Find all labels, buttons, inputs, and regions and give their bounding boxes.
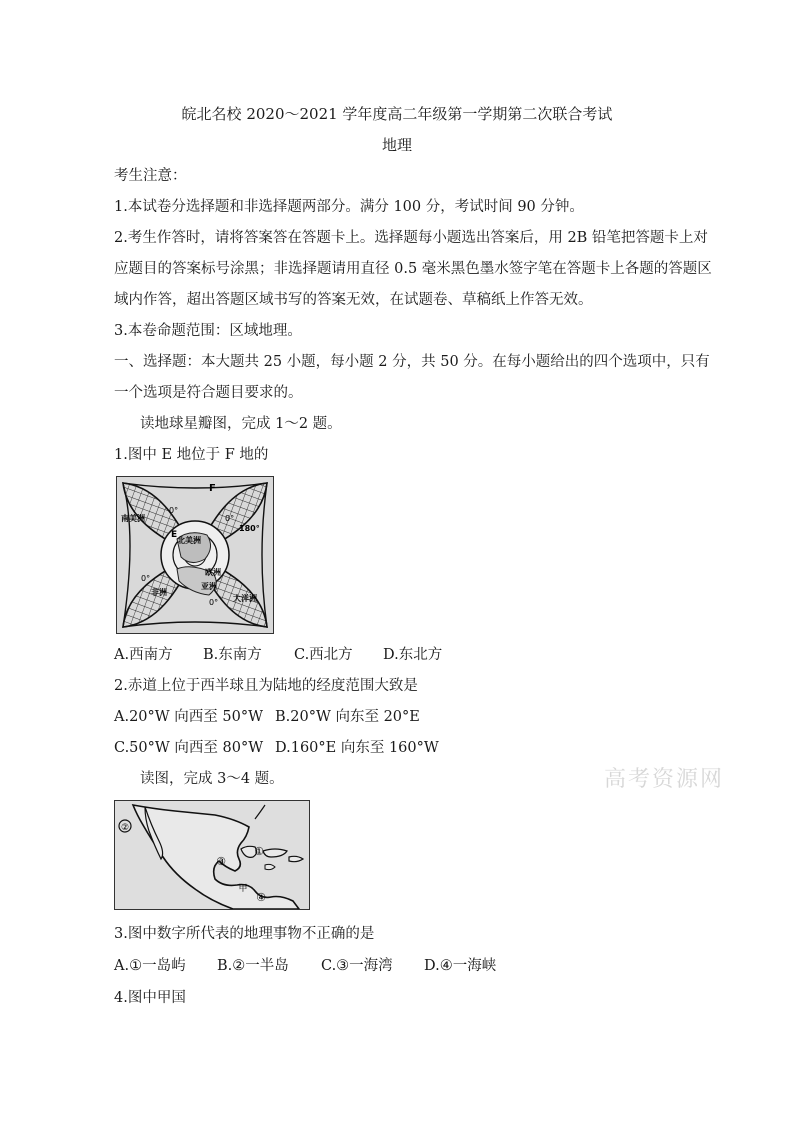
group2-intro: 读图，完成 3～4 题。 (140, 771, 284, 787)
section-heading-cont: 一个选项是符合题目要求的。 (114, 385, 303, 401)
map-label-180deg: 180° (239, 524, 260, 533)
central-america-map (114, 800, 310, 910)
option-a: A.①一岛屿 (114, 958, 186, 974)
map-label-F: F (209, 483, 216, 494)
option-b: B.20°W 向东至 20°E (275, 709, 420, 725)
option-d: D.东北方 (383, 647, 443, 663)
notice-item: 3.本卷命题范围：区域地理。 (114, 323, 302, 339)
group1-intro: 读地球星瓣图，完成 1～2 题。 (140, 416, 342, 432)
map-label-south-america: 南美洲 (121, 514, 145, 523)
star-petal-map-drawing (117, 477, 273, 633)
map-label-oceania: 大洋洲 (233, 594, 257, 603)
option-c: C.西北方 (294, 647, 353, 663)
map-label-0deg: 0° (169, 506, 179, 515)
map-label-africa: 非洲 (151, 588, 167, 597)
option-b: B.②一半岛 (217, 958, 289, 974)
map-label-3: ③ (216, 855, 226, 868)
star-petal-map (116, 476, 274, 634)
option-b: B.东南方 (203, 647, 262, 663)
map-label-2: ② (120, 823, 130, 833)
map-label-0deg: 0° (141, 574, 151, 583)
map-label-europe: 欧洲 (205, 568, 221, 577)
option-a: A.20°W 向西至 50°W (114, 709, 264, 725)
q2-stem: 2.赤道上位于西半球且为陆地的经度范围大致是 (114, 678, 418, 694)
q3-stem: 3.图中数字所代表的地理事物不正确的是 (114, 926, 375, 942)
q1-stem: 1.图中 E 地位于 F 地的 (114, 447, 269, 463)
exam-title: 皖北名校 2020～2021 学年度高二年级第一学期第二次联合考试 (181, 105, 613, 123)
map-label-north-america: 北美洲 (177, 536, 201, 545)
map-label-jia: 甲 (238, 884, 248, 894)
notice-item: 1.本试卷分选择题和非选择题两部分。满分 100 分，考试时间 90 分钟。 (114, 199, 584, 215)
option-c: C.③一海湾 (321, 958, 393, 974)
map-label-1: ① (254, 845, 264, 858)
central-america-map-drawing (115, 801, 309, 909)
option-d: D.④一海峡 (424, 958, 497, 974)
option-c: C.50°W 向西至 80°W (114, 740, 264, 756)
notice-item: 2.考生作答时，请将答案答在答题卡上。选择题每小题选出答案后，用 2B 铅笔把答题卡上对 (114, 230, 708, 246)
map-label-E: E (171, 530, 178, 540)
section-heading: 一、选择题：本大题共 25 小题，每小题 2 分，共 50 分。在每小题给出的四个选项中，只有 (114, 354, 710, 370)
watermark: 高考资源网 (604, 767, 725, 792)
map-label-0deg: 0° (209, 598, 219, 607)
notice-item: 应题目的答案标号涂黑；非选择题请用直径 0.5 毫米黑色墨水签字笔在答题卡上各题的答题区 (114, 261, 712, 277)
notice-item: 域内作答，超出答题区域书写的答案无效，在试题卷、草稿纸上作答无效。 (114, 292, 593, 308)
map-label-4: ④ (256, 891, 266, 904)
subject-title: 地理 (381, 136, 412, 154)
notice-heading: 考生注意： (114, 168, 187, 184)
map-label-0deg: 0° (225, 514, 235, 523)
option-d: D.160°E 向东至 160°W (275, 740, 439, 756)
map-label-asia: 亚洲 (201, 582, 217, 591)
q4-stem: 4.图中甲国 (114, 990, 186, 1006)
option-a: A.西南方 (114, 647, 173, 663)
